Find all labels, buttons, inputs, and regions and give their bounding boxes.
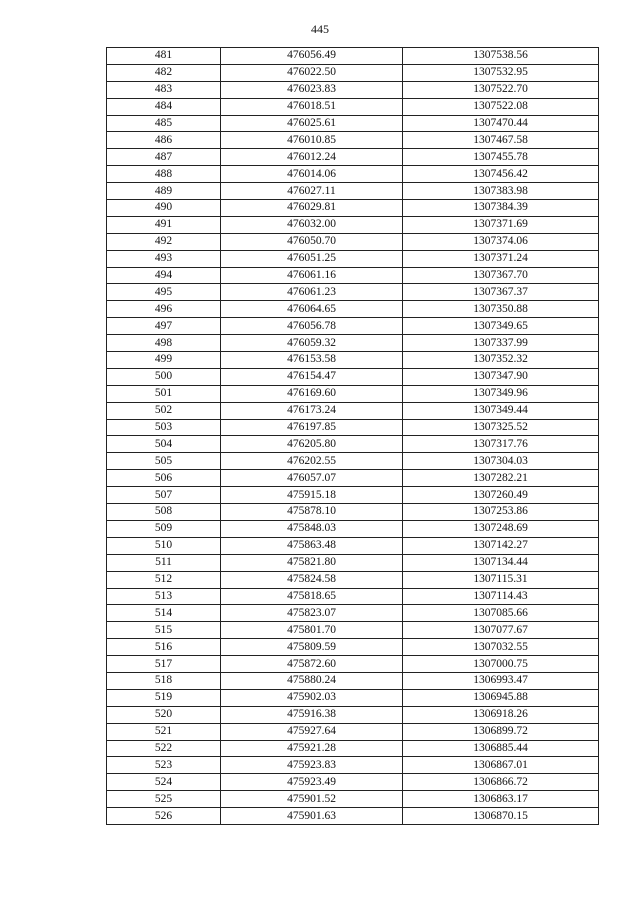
y-coordinate-cell: 1307248.69: [403, 520, 599, 537]
table-row: [107, 183, 599, 200]
x-coordinate-cell: 475927.64: [221, 723, 403, 740]
table-row: [107, 284, 599, 301]
table-row: [107, 233, 599, 250]
y-coordinate-cell: 1307304.03: [403, 453, 599, 470]
point-number-cell: 490: [107, 200, 221, 217]
table-row: [107, 318, 599, 335]
table-row: [107, 453, 599, 470]
x-coordinate-cell: 476056.49: [221, 48, 403, 65]
table-row: [107, 487, 599, 504]
y-coordinate-cell: 1307374.06: [403, 233, 599, 250]
y-coordinate-cell: 1307282.21: [403, 470, 599, 487]
y-coordinate-cell: 1307352.32: [403, 352, 599, 369]
y-coordinate-cell: 1307325.52: [403, 419, 599, 436]
point-number-cell: 496: [107, 301, 221, 318]
table-row: [107, 504, 599, 521]
y-coordinate-cell: 1307371.24: [403, 250, 599, 267]
table-row: [107, 200, 599, 217]
x-coordinate-cell: 475923.83: [221, 757, 403, 774]
y-coordinate-cell: 1306863.17: [403, 791, 599, 808]
point-number-cell: 493: [107, 250, 221, 267]
table-row: [107, 723, 599, 740]
point-number-cell: 495: [107, 284, 221, 301]
y-coordinate-cell: 1307367.70: [403, 267, 599, 284]
point-number-cell: 487: [107, 149, 221, 166]
y-coordinate-cell: 1307142.27: [403, 537, 599, 554]
point-number-cell: 500: [107, 368, 221, 385]
table-row: [107, 419, 599, 436]
x-coordinate-cell: 476022.50: [221, 64, 403, 81]
table-row: [107, 808, 599, 825]
table-row: [107, 740, 599, 757]
point-number-cell: 514: [107, 605, 221, 622]
table-row: [107, 132, 599, 149]
y-coordinate-cell: 1307532.95: [403, 64, 599, 81]
table-row: [107, 402, 599, 419]
table-row: [107, 301, 599, 318]
x-coordinate-cell: 476202.55: [221, 453, 403, 470]
x-coordinate-cell: 476169.60: [221, 385, 403, 402]
y-coordinate-cell: 1307000.75: [403, 656, 599, 673]
x-coordinate-cell: 475823.07: [221, 605, 403, 622]
point-number-cell: 508: [107, 504, 221, 521]
x-coordinate-cell: 476064.65: [221, 301, 403, 318]
y-coordinate-cell: 1307260.49: [403, 487, 599, 504]
table-row: [107, 622, 599, 639]
x-coordinate-cell: 476032.00: [221, 216, 403, 233]
table-row: [107, 537, 599, 554]
y-coordinate-cell: 1307522.70: [403, 81, 599, 98]
table-row: [107, 64, 599, 81]
table-row: [107, 774, 599, 791]
x-coordinate-cell: 476153.58: [221, 352, 403, 369]
x-coordinate-cell: 476018.51: [221, 98, 403, 115]
table-row: [107, 656, 599, 673]
x-coordinate-cell: 476050.70: [221, 233, 403, 250]
table-row: [107, 554, 599, 571]
y-coordinate-cell: 1306993.47: [403, 672, 599, 689]
x-coordinate-cell: 475916.38: [221, 706, 403, 723]
point-number-cell: 522: [107, 740, 221, 757]
x-coordinate-cell: 475824.58: [221, 571, 403, 588]
table-row: [107, 791, 599, 808]
table-row: [107, 352, 599, 369]
point-number-cell: 502: [107, 402, 221, 419]
point-number-cell: 505: [107, 453, 221, 470]
x-coordinate-cell: 475901.63: [221, 808, 403, 825]
x-coordinate-cell: 475915.18: [221, 487, 403, 504]
page-number: 445: [311, 22, 329, 36]
point-number-cell: 517: [107, 656, 221, 673]
y-coordinate-cell: 1307085.66: [403, 605, 599, 622]
point-number-cell: 491: [107, 216, 221, 233]
table-row: [107, 115, 599, 132]
x-coordinate-cell: 476027.11: [221, 183, 403, 200]
point-number-cell: 485: [107, 115, 221, 132]
y-coordinate-cell: 1306866.72: [403, 774, 599, 791]
y-coordinate-cell: 1307253.86: [403, 504, 599, 521]
table-row: [107, 757, 599, 774]
point-number-cell: 515: [107, 622, 221, 639]
table-row: [107, 605, 599, 622]
point-number-cell: 523: [107, 757, 221, 774]
point-number-cell: 509: [107, 520, 221, 537]
x-coordinate-cell: 476051.25: [221, 250, 403, 267]
x-coordinate-cell: 476061.23: [221, 284, 403, 301]
y-coordinate-cell: 1307134.44: [403, 554, 599, 571]
point-number-cell: 498: [107, 335, 221, 352]
point-number-cell: 512: [107, 571, 221, 588]
y-coordinate-cell: 1307115.31: [403, 571, 599, 588]
table-row: [107, 267, 599, 284]
y-coordinate-cell: 1306885.44: [403, 740, 599, 757]
point-number-cell: 482: [107, 64, 221, 81]
y-coordinate-cell: 1306918.26: [403, 706, 599, 723]
y-coordinate-cell: 1307032.55: [403, 639, 599, 656]
y-coordinate-cell: 1307538.56: [403, 48, 599, 65]
x-coordinate-cell: 475902.03: [221, 689, 403, 706]
point-number-cell: 507: [107, 487, 221, 504]
x-coordinate-cell: 475872.60: [221, 656, 403, 673]
y-coordinate-cell: 1307383.98: [403, 183, 599, 200]
table-row: [107, 250, 599, 267]
y-coordinate-cell: 1307077.67: [403, 622, 599, 639]
point-number-cell: 503: [107, 419, 221, 436]
table-row: [107, 48, 599, 65]
table-row: [107, 368, 599, 385]
y-coordinate-cell: 1306899.72: [403, 723, 599, 740]
table-row: [107, 672, 599, 689]
x-coordinate-cell: 475921.28: [221, 740, 403, 757]
point-number-cell: 494: [107, 267, 221, 284]
table-row: [107, 385, 599, 402]
x-coordinate-cell: 475878.10: [221, 504, 403, 521]
table-row: [107, 166, 599, 183]
x-coordinate-cell: 475923.49: [221, 774, 403, 791]
x-coordinate-cell: 476057.07: [221, 470, 403, 487]
table-row: [107, 98, 599, 115]
x-coordinate-cell: 476010.85: [221, 132, 403, 149]
x-coordinate-cell: 475901.52: [221, 791, 403, 808]
point-number-cell: 525: [107, 791, 221, 808]
point-number-cell: 483: [107, 81, 221, 98]
y-coordinate-cell: 1307349.65: [403, 318, 599, 335]
point-number-cell: 511: [107, 554, 221, 571]
x-coordinate-cell: 476197.85: [221, 419, 403, 436]
y-coordinate-cell: 1306867.01: [403, 757, 599, 774]
table-row: [107, 216, 599, 233]
point-number-cell: 506: [107, 470, 221, 487]
y-coordinate-cell: 1307470.44: [403, 115, 599, 132]
point-number-cell: 481: [107, 48, 221, 65]
table-row: [107, 520, 599, 537]
x-coordinate-cell: 475818.65: [221, 588, 403, 605]
y-coordinate-cell: 1307350.88: [403, 301, 599, 318]
x-coordinate-cell: 476173.24: [221, 402, 403, 419]
x-coordinate-cell: 476012.24: [221, 149, 403, 166]
point-number-cell: 501: [107, 385, 221, 402]
y-coordinate-cell: 1307456.42: [403, 166, 599, 183]
y-coordinate-cell: 1307114.43: [403, 588, 599, 605]
x-coordinate-cell: 475821.80: [221, 554, 403, 571]
point-number-cell: 521: [107, 723, 221, 740]
x-coordinate-cell: 476014.06: [221, 166, 403, 183]
y-coordinate-cell: 1307337.99: [403, 335, 599, 352]
x-coordinate-cell: 475880.24: [221, 672, 403, 689]
coordinates-table: [106, 47, 599, 825]
y-coordinate-cell: 1307347.90: [403, 368, 599, 385]
point-number-cell: 489: [107, 183, 221, 200]
y-coordinate-cell: 1306870.15: [403, 808, 599, 825]
table-row: [107, 149, 599, 166]
x-coordinate-cell: 475809.59: [221, 639, 403, 656]
x-coordinate-cell: 476023.83: [221, 81, 403, 98]
x-coordinate-cell: 476154.47: [221, 368, 403, 385]
point-number-cell: 516: [107, 639, 221, 656]
x-coordinate-cell: 476061.16: [221, 267, 403, 284]
y-coordinate-cell: 1307317.76: [403, 436, 599, 453]
x-coordinate-cell: 475863.48: [221, 537, 403, 554]
table-row: [107, 639, 599, 656]
x-coordinate-cell: 476056.78: [221, 318, 403, 335]
y-coordinate-cell: 1307367.37: [403, 284, 599, 301]
y-coordinate-cell: 1307384.39: [403, 200, 599, 217]
point-number-cell: 504: [107, 436, 221, 453]
y-coordinate-cell: 1307349.44: [403, 402, 599, 419]
y-coordinate-cell: 1307467.58: [403, 132, 599, 149]
y-coordinate-cell: 1307522.08: [403, 98, 599, 115]
point-number-cell: 497: [107, 318, 221, 335]
table-row: [107, 689, 599, 706]
x-coordinate-cell: 475801.70: [221, 622, 403, 639]
coordinates-table-body: [107, 48, 599, 825]
point-number-cell: 524: [107, 774, 221, 791]
table-row: [107, 706, 599, 723]
point-number-cell: 513: [107, 588, 221, 605]
point-number-cell: 510: [107, 537, 221, 554]
y-coordinate-cell: 1307455.78: [403, 149, 599, 166]
point-number-cell: 520: [107, 706, 221, 723]
table-row: [107, 436, 599, 453]
x-coordinate-cell: 476059.32: [221, 335, 403, 352]
point-number-cell: 492: [107, 233, 221, 250]
table-row: [107, 335, 599, 352]
point-number-cell: 526: [107, 808, 221, 825]
table-row: [107, 588, 599, 605]
point-number-cell: 499: [107, 352, 221, 369]
x-coordinate-cell: 476029.81: [221, 200, 403, 217]
point-number-cell: 518: [107, 672, 221, 689]
table-row: [107, 470, 599, 487]
point-number-cell: 488: [107, 166, 221, 183]
point-number-cell: 486: [107, 132, 221, 149]
y-coordinate-cell: 1306945.88: [403, 689, 599, 706]
x-coordinate-cell: 475848.03: [221, 520, 403, 537]
x-coordinate-cell: 476025.61: [221, 115, 403, 132]
y-coordinate-cell: 1307371.69: [403, 216, 599, 233]
point-number-cell: 484: [107, 98, 221, 115]
x-coordinate-cell: 476205.80: [221, 436, 403, 453]
table-row: [107, 81, 599, 98]
table-row: [107, 571, 599, 588]
point-number-cell: 519: [107, 689, 221, 706]
y-coordinate-cell: 1307349.96: [403, 385, 599, 402]
